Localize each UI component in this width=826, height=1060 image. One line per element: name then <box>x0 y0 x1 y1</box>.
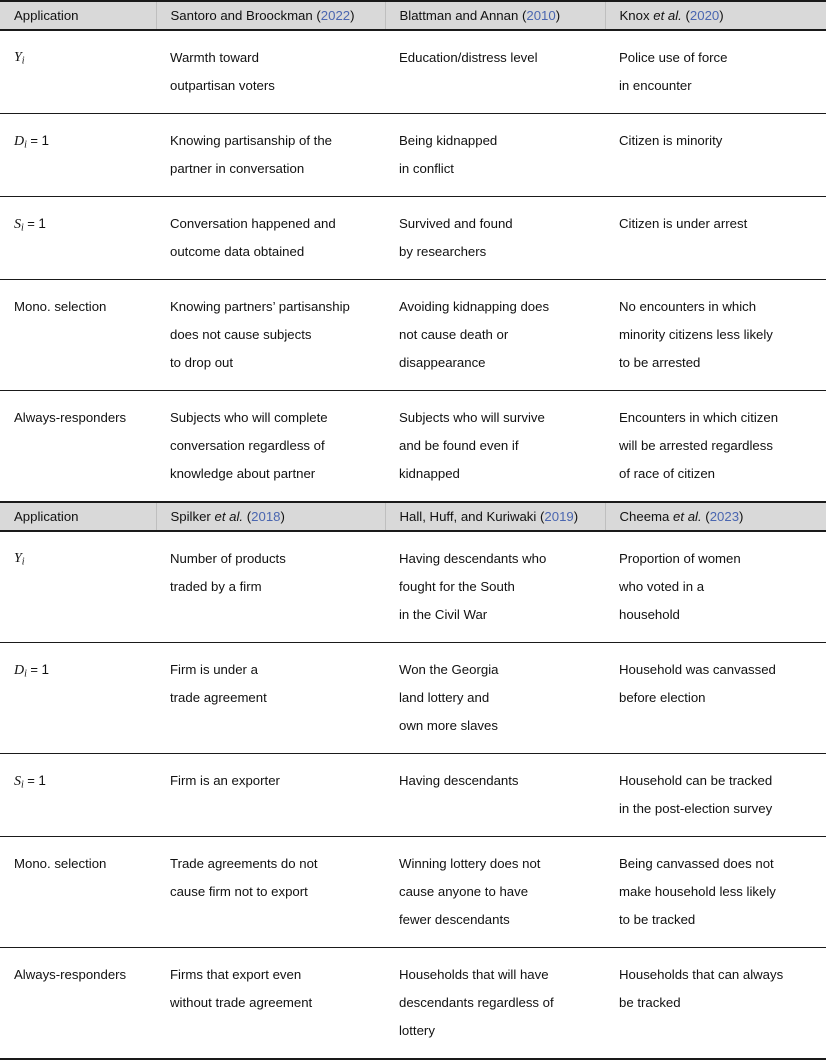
citation-etal: et al. <box>673 509 702 524</box>
citation-year-close-paren: ) <box>280 509 285 524</box>
math-relation: = <box>30 662 38 677</box>
math-value: 1 <box>41 133 50 148</box>
table-cell <box>605 643 826 754</box>
math-symbol: S <box>14 774 21 789</box>
citation-authors: Santoro and Broockman <box>170 8 313 23</box>
citation-year: 2018 <box>251 509 281 524</box>
cell-line: Winning lottery does not <box>399 856 541 871</box>
math-subscript: i <box>21 779 24 791</box>
cell-line: No encounters in which <box>619 299 757 314</box>
table-cell <box>605 837 826 948</box>
table-row <box>0 30 826 114</box>
citation-year: 2022 <box>320 8 351 23</box>
cell-line: land lottery and <box>399 690 490 705</box>
math-value: 1 <box>38 773 46 788</box>
cell-line: Household was canvassed <box>619 662 776 677</box>
cell-line: not cause death or <box>399 327 509 342</box>
math-value: 1 <box>38 216 46 231</box>
citation-authors: Spilker <box>170 509 211 524</box>
cell-line: does not cause subjects <box>170 327 312 342</box>
citation-year-open-paren: ( <box>540 509 545 524</box>
cell-line: traded by a firm <box>170 579 262 594</box>
table-cell <box>385 391 605 503</box>
cell-line: trade agreement <box>170 690 267 705</box>
table-body <box>0 1 826 1059</box>
citation-year-open-paren: ( <box>521 8 527 23</box>
math-symbol: Y <box>14 551 22 566</box>
table-row <box>0 391 826 503</box>
cell-line: Citizen is minority <box>619 133 723 148</box>
table-row <box>0 643 826 754</box>
cell-line: by researchers <box>399 244 487 259</box>
row-label-cell <box>0 531 156 643</box>
cell-line: make household less likely <box>619 884 776 899</box>
cell-line: in the post-election survey <box>619 801 773 816</box>
citation-etal: et al. <box>214 509 244 524</box>
cell-line: Survived and found <box>399 216 513 231</box>
citation-year-close-paren: ) <box>739 509 744 524</box>
table-cell <box>605 948 826 1060</box>
citation-year-open-paren: ( <box>685 8 690 23</box>
cell-line: Having descendants <box>399 773 519 788</box>
row-label-cell <box>0 754 156 837</box>
cell-line: Firm is under a <box>170 662 258 677</box>
table-cell <box>605 280 826 391</box>
cell-line: Citizen is under arrest <box>619 216 748 231</box>
cell-line: be tracked <box>619 995 681 1010</box>
table-cell <box>605 197 826 280</box>
cell-line: who voted in a <box>619 579 705 594</box>
cell-line: to be arrested <box>619 355 701 370</box>
row-label-text: Always-responders <box>14 410 127 425</box>
header-cell-citation[interactable] <box>156 1 385 30</box>
row-label-cell <box>0 114 156 197</box>
cell-line: to drop out <box>170 355 234 370</box>
cell-line: Encounters in which citizen <box>619 410 779 425</box>
row-label-math <box>14 656 144 689</box>
table-cell <box>605 754 826 837</box>
row-label-text: Mono. selection <box>14 856 107 871</box>
row-label-cell <box>0 30 156 114</box>
row-label-math <box>14 44 144 76</box>
cell-line: in conflict <box>399 161 454 176</box>
cell-line: and be found even if <box>399 438 519 453</box>
cell-line: Education/distress level <box>399 50 538 65</box>
table-cell <box>156 391 385 503</box>
table-cell <box>156 197 385 280</box>
citation-year-open-paren: ( <box>316 8 321 23</box>
citation-year: 2023 <box>709 509 740 524</box>
cell-line: will be arrested regardless <box>619 438 773 453</box>
cell-line: before election <box>619 690 706 705</box>
math-symbol: D <box>14 663 25 678</box>
cell-line: Firm is an exporter <box>170 773 280 788</box>
math-relation: = <box>27 216 35 231</box>
citation-year-close-paren: ) <box>555 8 561 23</box>
citation-year-close-paren: ) <box>719 8 724 23</box>
table-row <box>0 754 826 837</box>
cell-line: knowledge about partner <box>170 466 316 481</box>
table-cell <box>385 531 605 643</box>
table-cell <box>385 114 605 197</box>
cell-line: Won the Georgia <box>399 662 499 677</box>
cell-line: Being kidnapped <box>399 133 498 148</box>
table-cell <box>156 837 385 948</box>
header-cell-application: Application <box>0 502 156 531</box>
cell-line: in encounter <box>619 78 692 93</box>
citation-year-close-paren: ) <box>350 8 355 23</box>
math-relation: = <box>30 133 38 148</box>
math-subscript: i <box>24 139 27 151</box>
math-relation: = <box>27 773 35 788</box>
citation-year-open-paren: ( <box>705 509 710 524</box>
citation-year-open-paren: ( <box>246 509 252 524</box>
table-cell <box>605 114 826 197</box>
citation-etal: et al. <box>653 8 682 23</box>
cell-line: Number of products <box>170 551 286 566</box>
cell-line: household <box>619 607 680 622</box>
row-label-math <box>14 545 144 577</box>
cell-line: partner in conversation <box>170 161 305 176</box>
row-label-cell <box>0 643 156 754</box>
header-cell-citation[interactable] <box>385 1 605 30</box>
table-cell <box>156 948 385 1060</box>
math-value: 1 <box>41 662 50 677</box>
header-cell-citation[interactable] <box>605 1 826 30</box>
cell-line: of race of citizen <box>619 466 716 481</box>
cell-line: fewer descendants <box>399 912 510 927</box>
math-subscript: i <box>21 222 24 234</box>
cell-line: Household can be tracked <box>619 773 773 788</box>
row-label-cell <box>0 280 156 391</box>
table-cell <box>605 531 826 643</box>
header-cell-citation[interactable] <box>385 502 605 531</box>
table-row <box>0 197 826 280</box>
cell-line: Conversation happened and <box>170 216 336 231</box>
table-cell <box>385 280 605 391</box>
table-cell <box>605 30 826 114</box>
cell-line: cause firm not to export <box>170 884 308 899</box>
table-header-row <box>0 502 826 531</box>
cell-line: in the Civil War <box>399 607 488 622</box>
row-label-text: Mono. selection <box>14 299 107 314</box>
cell-line: Subjects who will complete <box>170 410 328 425</box>
cell-line: Knowing partners’ partisanship <box>170 299 350 314</box>
citation-authors: Cheema <box>619 509 670 524</box>
table-cell <box>156 531 385 643</box>
cell-line: Trade agreements do not <box>170 856 318 871</box>
citation-authors: Blattman and Annan <box>399 8 519 23</box>
cell-line: Proportion of women <box>619 551 741 566</box>
cell-line: Firms that export even <box>170 967 302 982</box>
table-cell <box>156 643 385 754</box>
cell-line: Avoiding kidnapping does <box>399 299 550 314</box>
cell-line: Police use of force <box>619 50 728 65</box>
citation-year-close-paren: ) <box>573 509 579 524</box>
row-label-math <box>14 210 144 243</box>
cell-line: lottery <box>399 1023 435 1038</box>
table-cell <box>385 643 605 754</box>
table-row <box>0 948 826 1060</box>
math-subscript: i <box>21 556 25 568</box>
cell-line: Households that will have <box>399 967 549 982</box>
cell-line: conversation regardless of <box>170 438 325 453</box>
cell-line: outcome data obtained <box>170 244 305 259</box>
cell-line: Warmth toward <box>170 50 259 65</box>
table-cell <box>156 114 385 197</box>
table-row <box>0 280 826 391</box>
citation-authors: Knox <box>619 8 650 23</box>
cell-line: disappearance <box>399 355 486 370</box>
table-cell <box>385 837 605 948</box>
cell-line: descendants regardless of <box>399 995 554 1010</box>
table-cell <box>385 30 605 114</box>
header-cell-citation[interactable] <box>605 502 826 531</box>
math-subscript: i <box>24 668 27 680</box>
math-subscript: i <box>21 55 25 67</box>
cell-line: own more slaves <box>399 718 498 733</box>
cell-line: cause anyone to have <box>399 884 529 899</box>
header-cell-citation[interactable] <box>156 502 385 531</box>
table-cell <box>156 754 385 837</box>
row-label-math <box>14 767 144 800</box>
citation-year: 2019 <box>544 509 574 524</box>
table-cell <box>385 754 605 837</box>
header-cell-application: Application <box>0 1 156 30</box>
row-label-cell <box>0 948 156 1060</box>
table-row <box>0 531 826 643</box>
table-cell <box>385 197 605 280</box>
table-cell <box>156 280 385 391</box>
table-row <box>0 837 826 948</box>
row-label-cell <box>0 837 156 948</box>
cell-line: Households that can always <box>619 967 784 982</box>
table-header-row <box>0 1 826 30</box>
cell-line: kidnapped <box>399 466 460 481</box>
table-cell <box>156 30 385 114</box>
cell-line: Having descendants who <box>399 551 547 566</box>
math-symbol: Y <box>14 50 22 65</box>
cell-line: outpartisan voters <box>170 78 275 93</box>
table-cell <box>385 948 605 1060</box>
row-label-cell <box>0 391 156 503</box>
cell-line: to be tracked <box>619 912 696 927</box>
citation-year: 2020 <box>689 8 720 23</box>
table-row <box>0 114 826 197</box>
row-label-cell <box>0 197 156 280</box>
cell-line: without trade agreement <box>170 995 313 1010</box>
cell-line: minority citizens less likely <box>619 327 773 342</box>
math-symbol: D <box>14 134 25 149</box>
math-symbol: S <box>14 217 21 232</box>
cell-line: fought for the South <box>399 579 515 594</box>
row-label-math <box>14 127 144 160</box>
row-label-text: Always-responders <box>14 967 127 982</box>
cell-line: Knowing partisanship of the <box>170 133 333 148</box>
citation-year: 2010 <box>526 8 556 23</box>
cell-line: Subjects who will survive <box>399 410 545 425</box>
cell-line: Being canvassed does not <box>619 856 774 871</box>
table-cell <box>605 391 826 503</box>
citation-authors: Hall, Huff, and Kuriwaki <box>399 509 537 524</box>
